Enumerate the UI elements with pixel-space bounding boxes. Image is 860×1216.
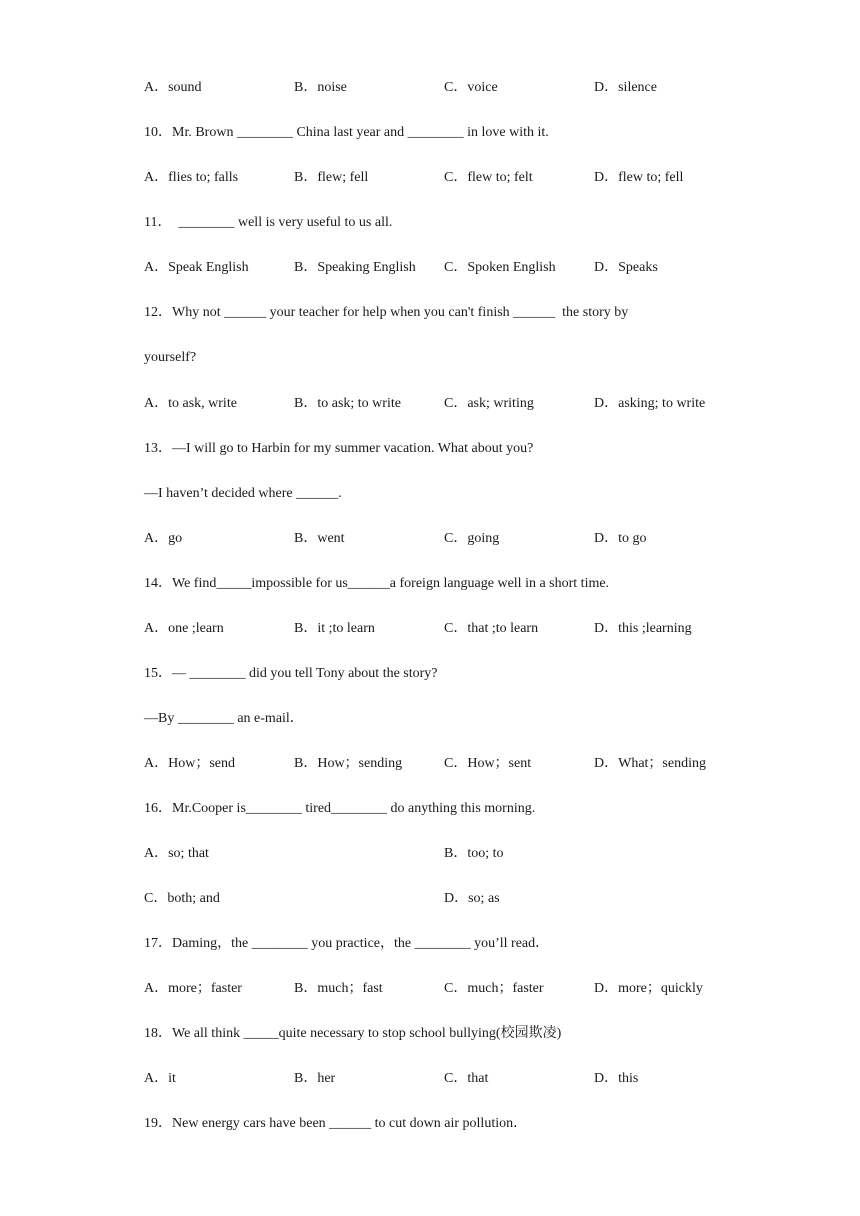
q15-option-a: A．How；send — [144, 756, 235, 771]
q17-option-d: D．more；quickly — [594, 981, 703, 996]
q17-stem: 17．Daming，the ________ you practice，the ________ you’ll read． — [144, 936, 550, 951]
q15-option-c: C．How；sent — [444, 756, 532, 771]
q13-option-a: A．go — [144, 531, 183, 546]
q17-option-a: A．more；faster — [144, 981, 242, 996]
q13-option-c: C．going — [444, 531, 500, 546]
q18-option-c: C．that — [444, 1071, 489, 1086]
q16-stem: 16．Mr.Cooper is________ tired________ do anything this morning. — [144, 801, 536, 816]
q15-stem-line2: —By ________ an e-mail． — [144, 711, 304, 726]
q18-option-d: D．this — [594, 1071, 639, 1086]
q12-stem-line1: 12．Why not ______ your teacher for help when you can't finish ______ the story by — [144, 305, 629, 320]
q14-option-d: D．this ;learning — [594, 621, 692, 636]
q11-stem: 11． ________ well is very useful to us all. — [144, 215, 393, 230]
q13-option-b: B．went — [294, 531, 345, 546]
q19-stem: 19．New energy cars have been ______ to cut down air pollution． — [144, 1116, 528, 1131]
q14-option-b: B．it ;to learn — [294, 621, 375, 636]
q11-option-a: A．Speak English — [144, 260, 249, 275]
q13-option-d: D．to go — [594, 531, 647, 546]
q10-option-d: D．flew to; fell — [594, 170, 684, 185]
q16-option-d: D．so; as — [444, 891, 500, 906]
q12-option-d: D．asking; to write — [594, 396, 706, 411]
q10-option-b: B．flew; fell — [294, 170, 369, 185]
q17-option-c: C．much；faster — [444, 981, 544, 996]
q16-option-b: B．too; to — [444, 846, 504, 861]
q15-option-b: B．How；sending — [294, 756, 403, 771]
q13-stem-line2: —I haven’t decided where ______. — [144, 486, 342, 501]
q10-option-a: A．flies to; falls — [144, 170, 239, 185]
q12-option-b: B．to ask; to write — [294, 396, 401, 411]
q9-option-b: B．noise — [294, 80, 347, 95]
q15-stem-line1: 15．— ________ did you tell Tony about the story? — [144, 666, 438, 681]
q10-option-c: C．flew to; felt — [444, 170, 533, 185]
q12-option-a: A．to ask, write — [144, 396, 237, 411]
q11-option-d: D．Speaks — [594, 260, 658, 275]
q10-stem: 10．Mr. Brown ________ China last year and ________ in love with it. — [144, 125, 549, 140]
q13-stem-line1: 13．—I will go to Harbin for my summer vacation. What about you? — [144, 441, 534, 456]
q11-option-b: B．Speaking English — [294, 260, 416, 275]
q14-option-a: A．one ;learn — [144, 621, 224, 636]
q12-option-c: C．ask; writing — [444, 396, 534, 411]
q14-stem: 14．We find_____impossible for us______a foreign language well in a short time. — [144, 576, 610, 591]
q12-stem-line2: yourself? — [144, 350, 197, 365]
q9-option-a: A．sound — [144, 80, 202, 95]
q9-option-c: C．voice — [444, 80, 498, 95]
q16-option-c: C．both; and — [144, 891, 220, 906]
q18-stem: 18．We all think _____quite necessary to stop school bullying(校园欺凌) — [144, 1026, 562, 1041]
q18-option-a: A．it — [144, 1071, 176, 1086]
q11-option-c: C．Spoken English — [444, 260, 556, 275]
q18-option-b: B．her — [294, 1071, 336, 1086]
q17-option-b: B．much；fast — [294, 981, 383, 996]
q9-option-d: D．silence — [594, 80, 657, 95]
q15-option-d: D．What；sending — [594, 756, 706, 771]
q16-option-a: A．so; that — [144, 846, 209, 861]
q14-option-c: C．that ;to learn — [444, 621, 539, 636]
